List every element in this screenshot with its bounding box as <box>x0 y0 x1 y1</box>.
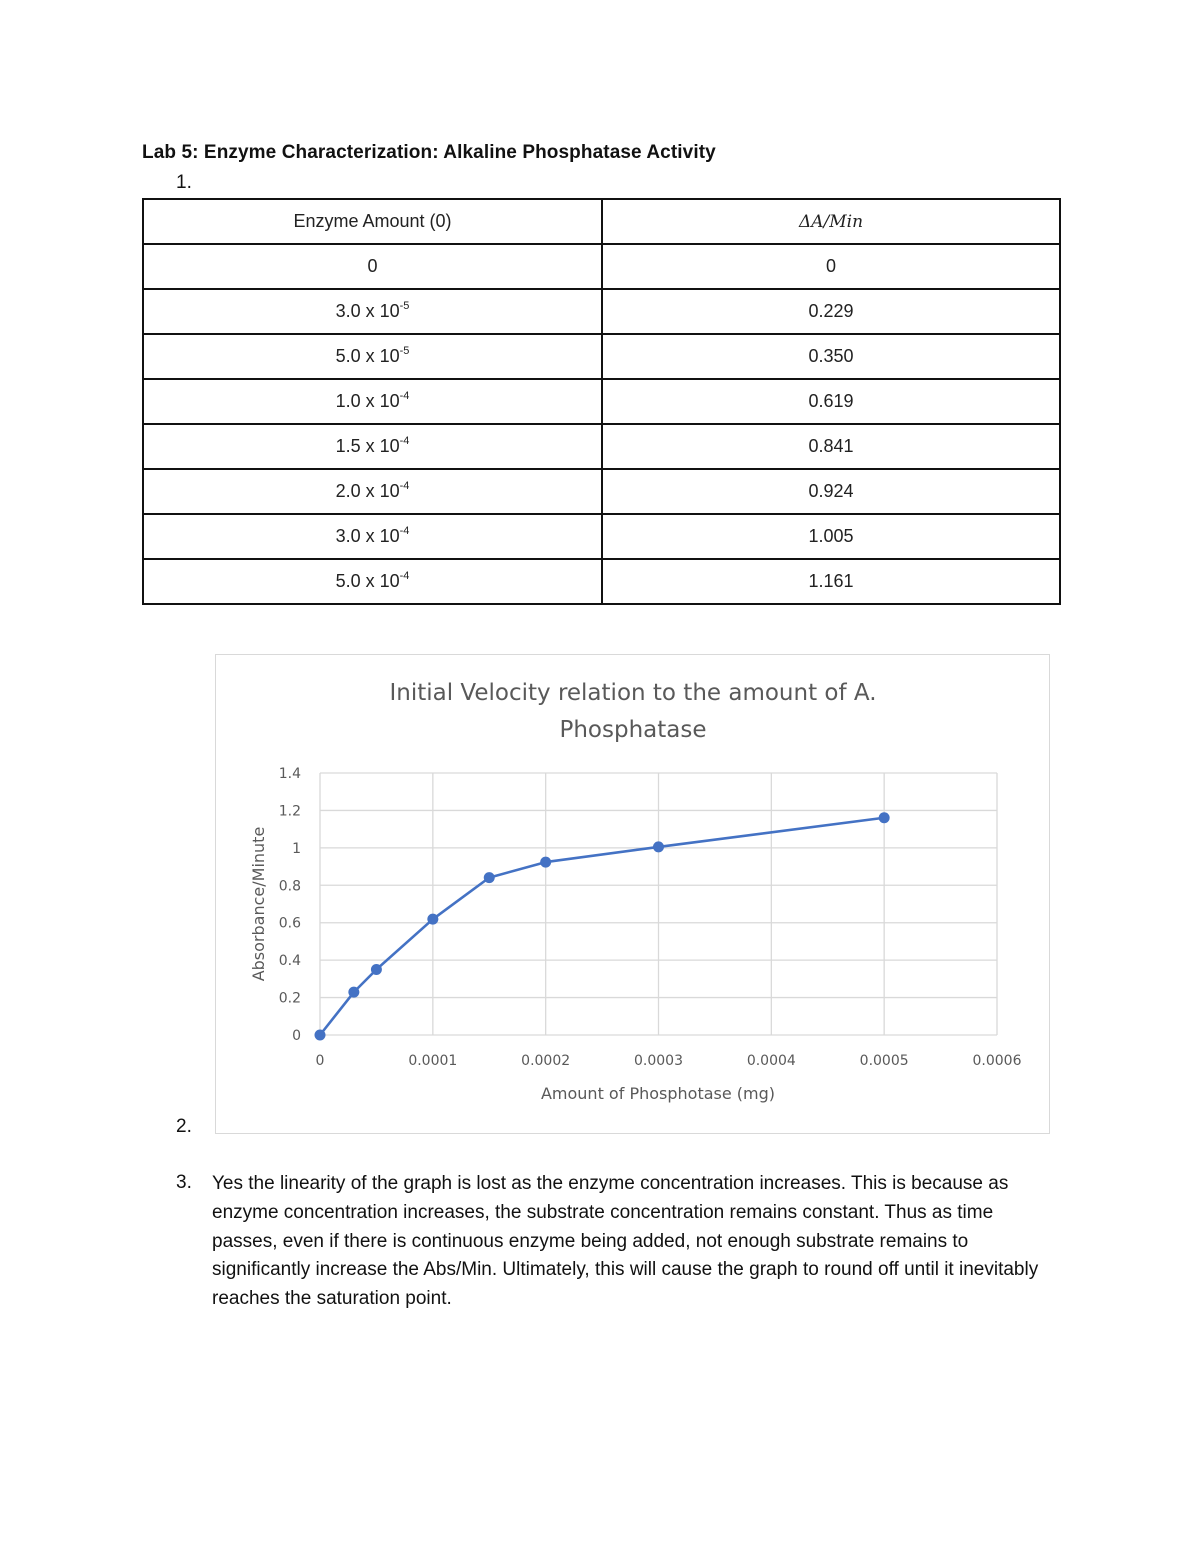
x-tick-label: 0.0006 <box>972 1053 1022 1069</box>
enzyme-amount-cell <box>143 289 602 334</box>
amount-base: 3.0 x 10 <box>335 301 400 321</box>
table-row <box>143 244 1060 289</box>
enzyme-amount-cell <box>143 514 602 559</box>
table-row <box>143 379 1060 424</box>
table-row <box>143 424 1060 469</box>
x-tick-label: 0.0002 <box>521 1053 571 1069</box>
x-tick-label: 0.0005 <box>859 1053 909 1069</box>
answer-paragraph: Yes the linearity of the graph is lost as the enzyme concentration increases. This is because as enzyme concentration increases, the substrate concentration remains constant. Thus as time passes, even if there is continuous enzyme being added, not enough substrate remains to significantly increase the Abs/Min. Ultimately, this will cause the graph to round off until it inevitably reaches the saturation point. <box>212 1173 1039 1310</box>
y-axis-label: Absorbance/Minute <box>249 826 268 982</box>
y-tick-label: 1 <box>292 840 301 857</box>
amount-base: 1.0 x 10 <box>335 391 400 411</box>
x-tick-label: 0 <box>315 1053 325 1069</box>
y-tick-label: 0.6 <box>278 915 301 932</box>
amount-exponent: -4 <box>399 480 410 492</box>
enzyme-amount-cell <box>143 244 602 289</box>
header-delta-a-per-min: ΔA/Min <box>602 199 1060 244</box>
amount-exponent: -4 <box>399 435 410 447</box>
y-tick-label: 1.4 <box>278 766 301 782</box>
table-row <box>143 289 1060 334</box>
rate-cell: 0.229 <box>602 289 1060 334</box>
enzyme-amount-cell <box>143 334 602 379</box>
velocity-chart <box>216 655 1049 1133</box>
x-tick-label: 0.0003 <box>634 1053 683 1069</box>
enzyme-amount-cell <box>143 469 602 514</box>
x-tick-label: 0.0001 <box>408 1053 458 1069</box>
item-number-2: 2. <box>176 1116 192 1137</box>
table-row <box>143 334 1060 379</box>
data-point <box>315 1030 326 1041</box>
amount-base: 5.0 x 10 <box>335 346 400 366</box>
data-point <box>348 987 359 998</box>
data-point <box>427 914 438 925</box>
table-row <box>143 469 1060 514</box>
item-number-1: 1. <box>176 172 192 193</box>
amount-exponent: -5 <box>399 345 410 357</box>
rate-cell: 1.161 <box>602 559 1060 604</box>
data-point <box>879 812 890 823</box>
enzyme-amount-cell <box>143 379 602 424</box>
amount-exponent: -4 <box>399 525 410 537</box>
enzyme-amount-cell <box>143 559 602 604</box>
enzyme-data-table <box>142 198 1061 605</box>
header-enzyme-amount: Enzyme Amount (0) <box>143 199 602 244</box>
y-tick-label: 1.2 <box>278 803 301 820</box>
x-axis-label: Amount of Phosphotase (mg) <box>540 1084 776 1103</box>
rate-cell: 0.350 <box>602 334 1060 379</box>
amount-base: 2.0 x 10 <box>335 481 400 501</box>
amount-base: 5.0 x 10 <box>335 571 400 591</box>
y-tick-label: 0.2 <box>278 990 301 1007</box>
rate-cell: 0.619 <box>602 379 1060 424</box>
amount-exponent: -4 <box>399 390 410 402</box>
rate-cell: 0 <box>602 244 1060 289</box>
data-point <box>371 964 382 975</box>
chart-title-line: Phosphatase <box>559 717 707 743</box>
amount-exponent: -4 <box>399 570 410 582</box>
chart-container <box>215 654 1050 1134</box>
amount-exponent: -5 <box>399 300 410 312</box>
amount-base: 3.0 x 10 <box>335 526 400 546</box>
data-point <box>484 872 495 883</box>
y-tick-label: 0.4 <box>278 953 301 970</box>
rate-cell: 1.005 <box>602 514 1060 559</box>
rate-cell: 0.841 <box>602 424 1060 469</box>
x-tick-label: 0.0004 <box>746 1053 796 1069</box>
page-title: Lab 5: Enzyme Characterization: Alkaline Phosphatase Activity <box>142 142 716 163</box>
amount-base: 0 <box>367 256 378 276</box>
series-line <box>320 818 884 1035</box>
table-row <box>143 514 1060 559</box>
y-tick-label: 0 <box>292 1028 301 1044</box>
table-row <box>143 559 1060 604</box>
enzyme-amount-cell <box>143 424 602 469</box>
rate-cell: 0.924 <box>602 469 1060 514</box>
chart-title-line: Initial Velocity relation to the amount of A. <box>389 680 877 706</box>
data-point <box>540 857 551 868</box>
y-tick-label: 0.8 <box>278 878 301 895</box>
item-number-3: 3. <box>176 1172 192 1193</box>
data-point <box>653 841 664 852</box>
table-header-row <box>143 199 1060 244</box>
amount-base: 1.5 x 10 <box>335 436 400 456</box>
